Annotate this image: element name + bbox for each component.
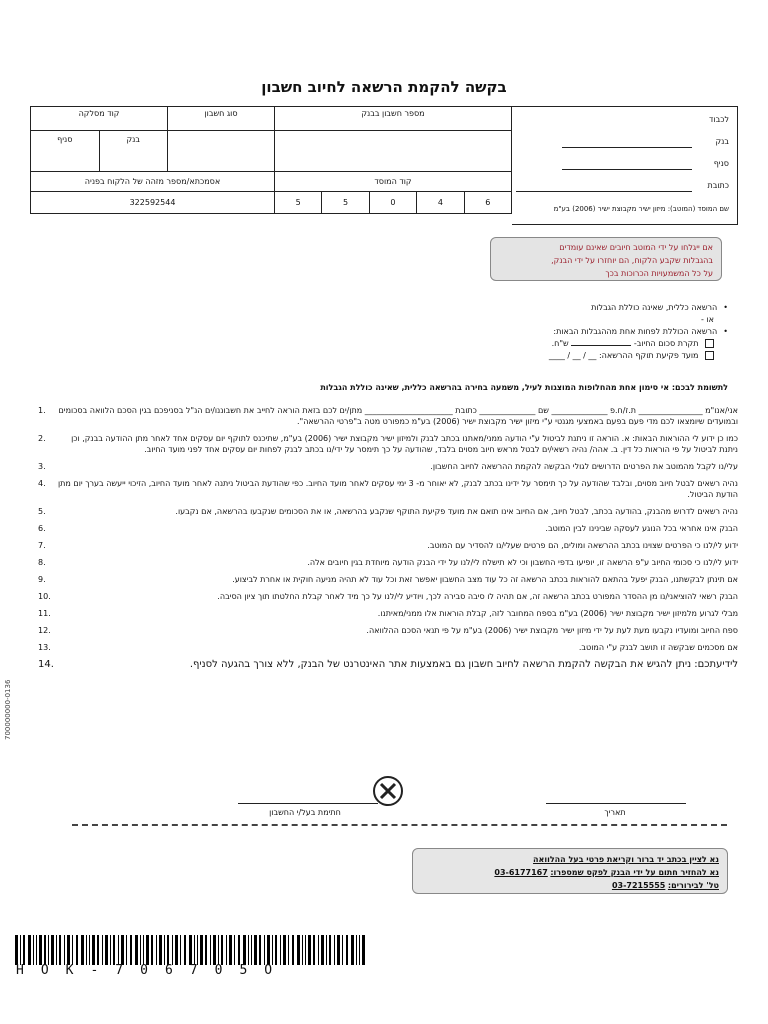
list-item [38,625,738,636]
date-label: תאריך [604,808,626,817]
institution-digit: 0 [369,192,416,214]
item-text: כמו כן ידוע לי ההוראות הבאות: א. הוראה זו ניתנת לביטול ע"י הודעה ממני/מאתנו בכתב לבנק ולמיזון ישיר מקבוצת ישיר (2006) בע"מ, שתיכנס לתוקף יום עסקים אחד לאחר מתן ההודעה בבנק, וכן ניתנת לביטול על פי הוראות כל דין. ב. אהה/ נהיה רשאי/ים לבטל מראש חיוב מסוים בלבד, שהודעה על כך תימסר על ידי/נו בכתב לבנק לפחות יום עסקים אחד לפני מועד החיוב. [71,434,738,454]
notice-line: אם ייגלחו על ידי המוטב חיובים שאינם עומדים [559,243,713,252]
item-number: .14 [38,659,54,670]
side-code: 700000000-0136 [4,679,12,740]
header-bank: בנק [126,135,140,144]
list-item [38,574,738,585]
bank-input-line[interactable] [562,147,692,148]
attention-note: לתשומת לבכם: אי סימון אחת מהחלופות המוצגות לעיל, משמעה בחירה בהרשאה כללית, שאינה כוללת הגבלות [320,383,728,392]
bank-branch-cell [31,131,168,172]
max-amount-checkbox[interactable] [705,339,714,348]
item-number: .9 [38,575,46,584]
item-number: .6 [38,524,46,533]
barcode-icon [15,935,367,965]
item-text: הבנק אינו אחראי בכל הנוגע לעסקה שבינינו לבין המוטב. [545,524,738,533]
item-text: אני/אנו"מ ________________ ת.ז/ח.פ ______________ שם ______________ כתובת ______________________ מתן/ים לכם בזאת הוראה לחייב את חשבוננו/ים הנ"ל בסניפכם בגין הסכם הלוואה בסכומים ובמועדים שיומצאו לכם מדי פעם בפעם באמצעי מגנטי ע"י מיזון ישיר מקבוצת ישיר (2006) בע"מ כמפורט מטה ב"פרטי ההרשאה". [58,406,738,426]
header-clearing-code: קוד מסלקה [31,107,168,131]
option-or: או - [701,315,714,324]
institution-digit: 5 [322,192,369,214]
item-number: .7 [38,541,46,550]
account-number-value[interactable] [275,131,512,172]
list-item [38,405,738,427]
expiry-label: מועד פקיעת תוקף ההרשאה: [598,351,699,360]
authorization-options [268,302,728,362]
item-number: .12 [38,626,51,635]
branch-label: סניף [713,159,729,168]
max-amount-input[interactable] [571,345,631,346]
max-amount-unit: ש"ח. [551,339,569,348]
return-instructions [412,848,728,894]
instruction-line: נא לציין בכתב יד ברור וקריאת פרטי בעל ההלוואה [533,855,719,864]
item-number: .4 [38,479,46,488]
item-number: .3 [38,462,46,471]
phone-label: טל' לבירורים: [667,881,719,890]
list-item [38,523,738,534]
list-item [38,478,738,500]
list-item [38,461,738,472]
item-number: .1 [38,406,46,415]
item-number: .11 [38,609,51,618]
max-amount-label: תקרת סכום החיוב- [633,339,699,348]
list-item [38,659,738,670]
item-text: עלי/נו לקבל מהמוטב את הפרטים הדרושים לגולי הבקשה להקמת ההרשאה לחיוב החשבון. [430,462,738,471]
reference-value: 322592544 [31,192,275,214]
branch-input-line[interactable] [562,169,692,170]
item-text: נהיה רשאים לבטל חיוב מסוים, ובלבד שהודעה על כך תימסר על ידינו בכתב לבנק, לא יאוחר מ- 3 ימי עסקים לאחר מועד החיוב. כפי שהודעת הביטול ניתנה לאחר מועד החיוב, הזיכוי ייעשה בערך יום מתן הודעת הביטול. [57,479,738,499]
list-item [38,506,738,517]
institution-digit: 5 [275,192,322,214]
item-text: אם מסכמים שבקשה זו תושב לבנק ע"י המוטב. [578,643,738,652]
recipient-box [512,106,738,225]
notice-line: על כל המשמעויות הכרוכות בכך [605,269,713,278]
terms-list [38,405,738,676]
institution-digit: 4 [417,192,464,214]
cut-line [72,824,727,826]
fax-label: נא להחזיר חתום על ידי הבנק לפקס שמספרו: [550,868,719,877]
list-item [38,433,738,455]
warning-notice [490,237,722,281]
address-label: כתובת [707,181,729,190]
option-limited[interactable]: • הרשאה הכוללת לפחות אחת מההגבלות הבאות: [268,326,728,338]
institution-digit: 6 [464,192,511,214]
header-institution-code: קוד המוסד [275,172,512,192]
item-number: .13 [38,643,51,652]
list-item [38,591,738,602]
header-account-number: מספר חשבון בבנק [275,107,512,131]
item-text: נהיה רשאים לדרוש מהבנק, בהודעה בכתב, לבטל חיוב, אם החיוב אינו תואם את מועד פקיעת התוקף שנקבע בהרשאה, או את הסכומים שנקבעו בהרשאה, אם נקבעו. [175,507,738,516]
header-branch: סניף [31,131,100,171]
item-text: הבנק רשאי להוציאני/נו מן ההסדר המפורט בכתב הרשאה זה, אם תהיה לו סיבה סבירה לכך, ויודיע לי/לנו על כך מיד לאחר קבלת החלטתו תוך ציון הסיבה. [217,592,738,601]
page-title: בקשה להקמת הרשאה לחיוב חשבון [261,78,507,96]
item-text: ידוע לי/לנו כי סכומי החיוב ע"פ הרשאה זו, יופיעו בדפי החשבון וכי לא תישלח לי/לנו על ידי הבנק הודעה מיוחדת בגין חיובים אלה. [307,558,738,567]
address-input-line[interactable] [516,191,692,192]
item-text: לידיעתכם: ניתן להגיש את הבקשה להקמת הרשאה לחיוב חשבון גם באמצעות אתר האינטרנט של הבנק, ללא צורך בהגעה לסניף. [189,659,738,670]
owner-signature-label: חתימת בעל/י החשבון [269,808,341,817]
list-item [38,557,738,568]
owner-signature-line[interactable] [238,803,378,804]
item-number: .8 [38,558,46,567]
to-label: לכבוד [709,115,729,124]
bank-label: בנק [715,137,729,146]
list-item [38,608,738,619]
list-item [38,540,738,551]
notice-line: בהגבלות שקבע הלקוח, הם יוחזרו על ידי הבנק, [551,256,713,265]
date-line[interactable] [546,803,686,804]
barcode-text: HOK-706705O [16,963,290,978]
item-number: .2 [38,434,46,443]
item-text: ספח החיוב ומועדיו נקבעו מעת לעת על ידי מיזון ישיר מקבוצת ישיר (2006) בע"מ על פי תנאי הסכם ההלוואה. [366,626,738,635]
account-type-value[interactable] [168,131,275,172]
item-text: מבלי לגרוע מלמיזון ישיר מקבוצת ישיר (2006) בע"מ בספח המחובר לזה, קבלת הוראות אלו ממני/מאיתנו. [377,609,738,618]
list-item [38,642,738,653]
item-text: אם תינתן לבקשתנו, הבנק יפעל בהתאם להוראות בכתב הרשאה זה כל עוד מצב החשבון יאפשר זאת וכל עוד לא תהיה מניעה חוקית או אחרת לביצוע. [232,575,738,584]
phone-number: 03-7215555 [611,881,666,890]
item-number: .10 [38,592,51,601]
item-number: .5 [38,507,46,516]
header-reference: אסמכתא/מספר מזהה של הלקוח בפניה [31,172,275,192]
item-text: ידוע לי/לנו כי הפרטים שצוינו בכתב ההרשאה ומולים, הם פרטים שעלי/נו להסדיר עם המוטב. [427,541,738,550]
institution-name: שם המוסד (המוטב): מיזון ישיר מקבוצת ישיר (2006) בע"מ [553,205,729,213]
option-general[interactable]: • הרשאה כללית, שאינה כוללת הגבלות [268,302,728,314]
header-account-type: סוג חשבון [168,107,275,131]
account-details-table [30,106,512,214]
expiry-checkbox[interactable] [705,351,714,360]
expiry-date-input[interactable]: __ / __ / ____ [548,351,597,360]
fax-number: 03-6177167 [494,868,548,877]
